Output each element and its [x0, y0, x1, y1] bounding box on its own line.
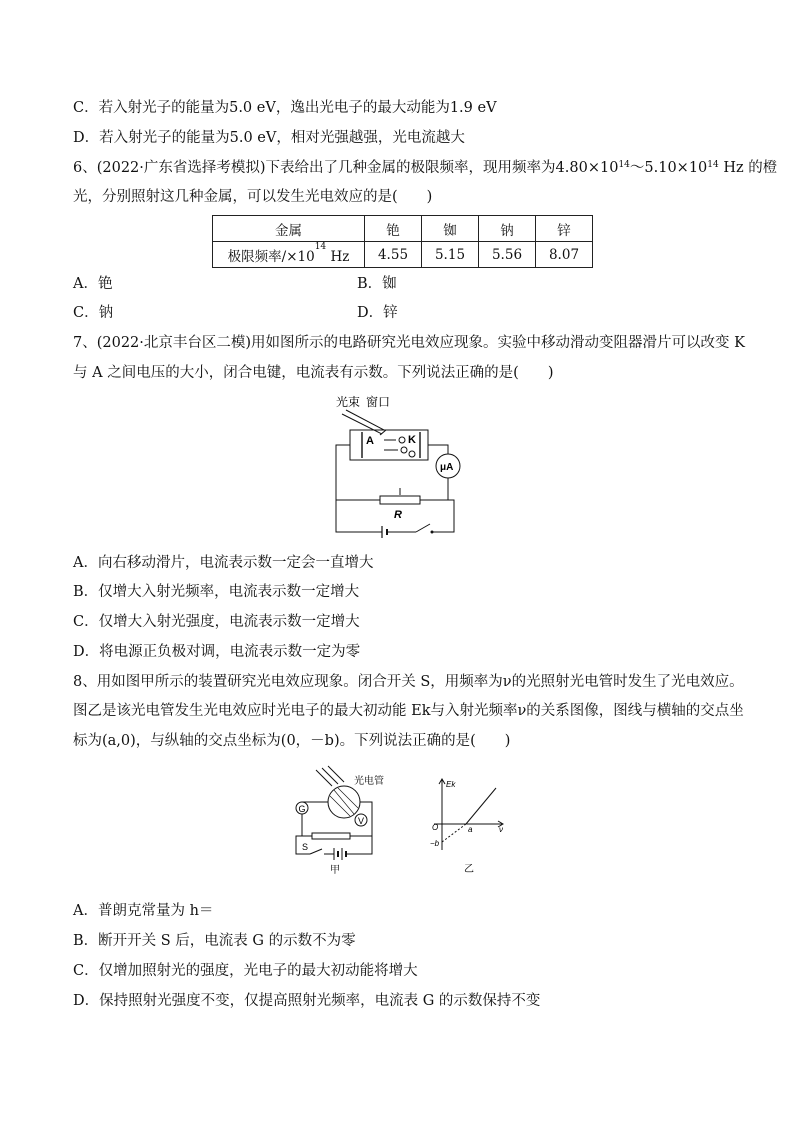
q6-option-d: D．锌 — [357, 305, 398, 321]
wire — [428, 445, 448, 454]
table-header-cell: 金属 — [213, 216, 365, 242]
electron-symbol — [409, 451, 415, 457]
q8-stem-line2: 图乙是该光电管发生光电效应时光电子的最大初动能 Ek与入射光频率ν的关系图像，图线与横轴的交点坐 — [73, 703, 744, 719]
galvanometer-label: G — [298, 804, 306, 814]
rheostat — [380, 496, 420, 504]
table-cell: 钠 — [479, 216, 536, 242]
cathode-label: K — [408, 434, 416, 446]
q7-option-c: C．仅增大入射光强度，电流表示数一定增大 — [73, 614, 360, 630]
ek-line — [466, 788, 496, 824]
q7-stem-line1: 7、(2022·北京丰台区二模)用如图所示的电路研究光电效应现象。实验中移动滑动变阻器滑片可以改变 K — [73, 335, 745, 351]
electron-symbol — [401, 447, 407, 453]
window-label: 窗口 — [366, 395, 391, 409]
light-ray — [322, 768, 338, 784]
figure-jia-caption: 甲 — [330, 865, 340, 876]
table-cell: 铷 — [422, 216, 479, 242]
q6-option-a: A．铯 — [73, 276, 113, 292]
figure-yi-ek-graph — [430, 774, 514, 876]
beam-arrow — [380, 430, 386, 435]
q6-stem-line2: 光，分别照射这几种金属，可以发生光电效应的是( ) — [73, 189, 433, 205]
beam-label: 光束 — [336, 395, 361, 409]
figure-yi-caption: 乙 — [464, 864, 474, 875]
beam-line — [342, 414, 382, 434]
phototube-label: 光电管 — [354, 776, 384, 787]
rheostat — [312, 833, 350, 839]
table-cell: 5.56 — [479, 242, 536, 268]
microammeter-label: μA — [440, 462, 454, 473]
q7-option-d: D．将电源正负极对调，电流表示数一定为零 — [73, 644, 361, 660]
table-row — [213, 216, 593, 242]
wire — [336, 500, 382, 532]
q8-option-b: B．断开开关 S 后，电流表 G 的示数不为零 — [73, 933, 356, 949]
q8-option-d: D．保持照射光强度不变，仅提高照射光频率，电流表 G 的示数保持不变 — [73, 993, 541, 1009]
switch-label: S — [302, 842, 309, 852]
beam-line — [346, 410, 384, 430]
light-ray — [316, 770, 332, 786]
q5-option-c: C．若入射光子的能量为5.0 eV，逸出光电子的最大动能为1.9 eV — [73, 100, 497, 116]
light-ray — [328, 766, 344, 782]
q8-option-a: A．普朗克常量为 h＝ — [73, 903, 214, 919]
q8-stem-line1: 8、用如图甲所示的装置研究光电效应现象。闭合开关 S，用频率为ν的光照射光电管时发生了光电效应。 — [73, 674, 744, 690]
resistor-label: R — [394, 509, 402, 521]
q6-option-b: B．铷 — [357, 276, 397, 292]
q8-option-c: C．仅增加照射光的强度，光电子的最大初动能将增大 — [73, 963, 418, 979]
table-cell: 5.15 — [422, 242, 479, 268]
q7-stem-line2: 与 A 之间电压的大小，闭合电键，电流表有示数。下列说法正确的是( ) — [73, 365, 554, 381]
q8-stem-line3: 标为(a,0)，与纵轴的交点坐标为(0，－b)。下列说法正确的是( ) — [73, 733, 511, 749]
photoelectric-circuit-figure — [320, 392, 470, 542]
x-axis-label: ν — [499, 825, 503, 834]
table-cell: 4.55 — [365, 242, 422, 268]
switch — [310, 849, 322, 854]
table-cell: 锌 — [536, 216, 593, 242]
voltmeter-label: V — [358, 816, 365, 826]
table-row — [213, 242, 593, 268]
q7-option-b: B．仅增大入射光频率，电流表示数一定增大 — [73, 584, 360, 600]
switch — [416, 524, 430, 532]
q7-option-a: A．向右移动滑片，电流表示数一定会一直增大 — [73, 555, 374, 571]
frequency-table — [212, 215, 593, 268]
x-intercept-label: a — [468, 825, 473, 834]
q6-stem-line1: 6、(2022·广东省选择考模拟)下表给出了几种金属的极限频率，现用频率为$4.80\times 10^{14}\sim 5.10\times 10^{14}$ Hz 的橙 — [73, 160, 778, 176]
y-axis-label: Ek — [446, 780, 456, 789]
q6-option-c: C．钠 — [73, 305, 114, 321]
figure-jia-apparatus — [292, 764, 387, 876]
table-cell: 铯 — [365, 216, 422, 242]
electron-symbol — [399, 437, 405, 443]
wire — [420, 478, 448, 500]
y-intercept-label: −b — [430, 839, 440, 848]
anode-label: A — [366, 435, 374, 447]
origin-label: O — [432, 823, 439, 832]
table-header-cell: 极限频率$/\times 10^{14}$ Hz — [213, 242, 365, 268]
q5-option-d: D．若入射光子的能量为5.0 eV，相对光强越强，光电流越大 — [73, 130, 465, 146]
wire — [336, 445, 380, 500]
extrapolated-line — [442, 824, 466, 842]
wire — [432, 500, 454, 532]
table-cell: 8.07 — [536, 242, 593, 268]
